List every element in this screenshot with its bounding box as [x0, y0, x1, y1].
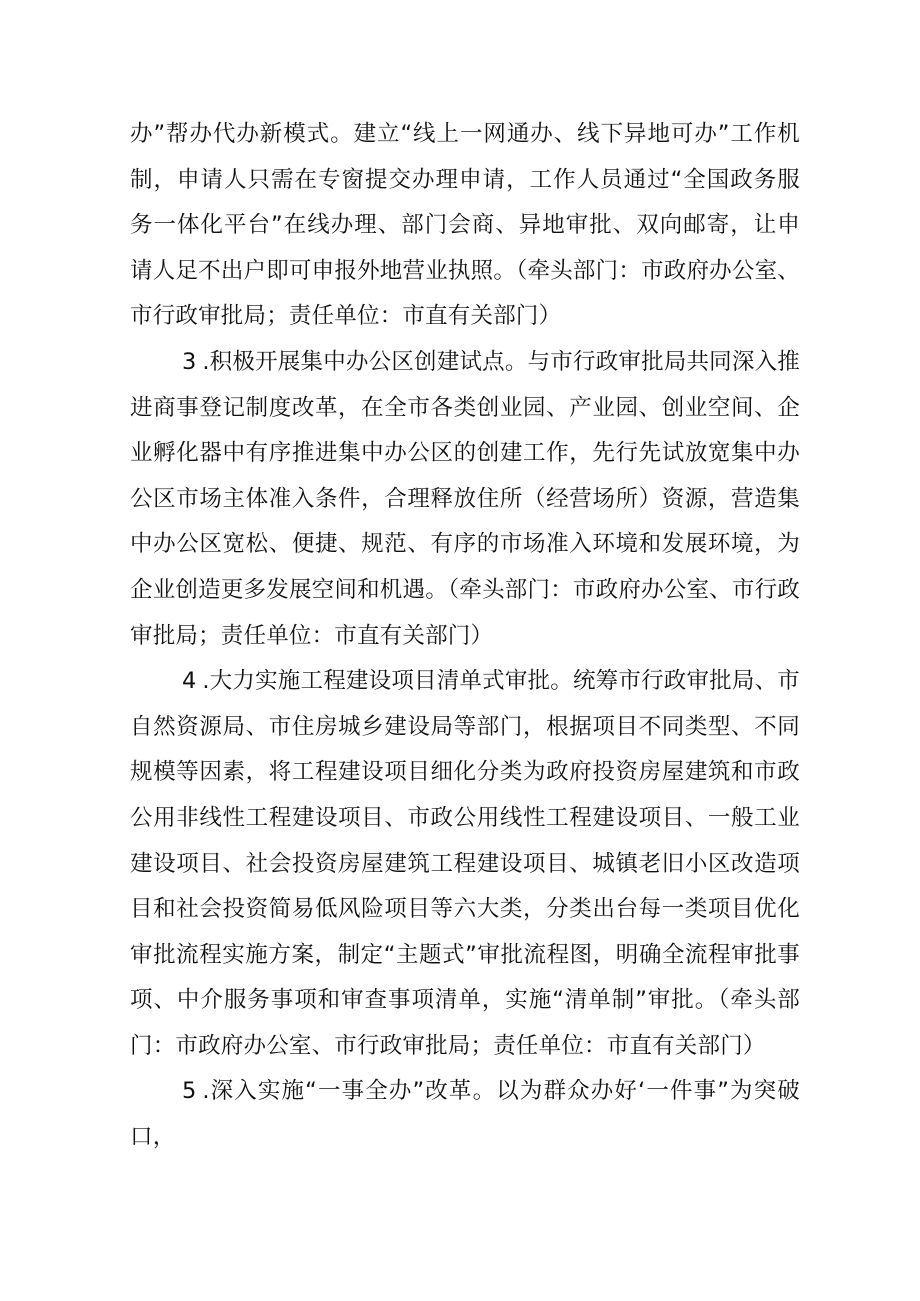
item-number: 4 [182, 668, 203, 695]
paragraph-item-4 [130, 659, 800, 1069]
item-number: 3 [182, 348, 203, 375]
paragraph-continuation [130, 112, 800, 340]
paragraph-text: .积极开展集中办公区创建试点。与市行政审批局共同深入推进商事登记制度改革，在全市各类创业园、产业园、创业空间、企业孵化器中有序推进集中办公区的创建工作，先行先试放宽集中办公区市场主体准入条件，合理释放住所（经营场所）资源，营造集中办公区宽松、便捷、规范、有序的市场准入环境和发展环境，为企业创造更多发展空间和机遇。（牵头部门：市政府办公室、市行政审批局；责任单位：市直有关部门） [130, 348, 800, 649]
document-body [130, 112, 800, 1161]
paragraph-item-3 [130, 340, 800, 659]
paragraph-text: .深入实施“一事全办”改革。以为群众办好‘一件事”为突破口， [130, 1078, 800, 1151]
item-number: 5 [182, 1078, 203, 1105]
paragraph-item-5 [130, 1069, 800, 1160]
paragraph-text: 办”帮办代办新模式。建立“线上一网通办、线下异地可办”工作机制，申请人只需在专窗提交办理申请，工作人员通过“全国政务服务一体化平台”在线办理、部门会商、异地审批、双向邮寄，让申请人足不出户即可申报外地营业执照。（牵头部门：市政府办公室、市行政审批局；责任单位：市直有关部门） [130, 121, 800, 330]
paragraph-text: .大力实施工程建设项目清单式审批。统筹市行政审批局、市自然资源局、市住房城乡建设局等部门，根据项目不同类型、不同规模等因素，将工程建设项目细化分类为政府投资房屋建筑和市政公用非线性工程建设项目、市政公用线性工程建设项目、一般工业建设项目、社会投资房屋建筑工程建设项目、城镇老旧小区改造项目和社会投资简易低风险项目等六大类，分类出台每一类项目优化审批流程实施方案，制定“主题式”审批流程图，明确全流程审批事项、中介服务事项和审查事项清单，实施“清单制”审批。（牵头部门：市政府办公室、市行政审批局；责任单位：市直有关部门） [130, 668, 800, 1059]
